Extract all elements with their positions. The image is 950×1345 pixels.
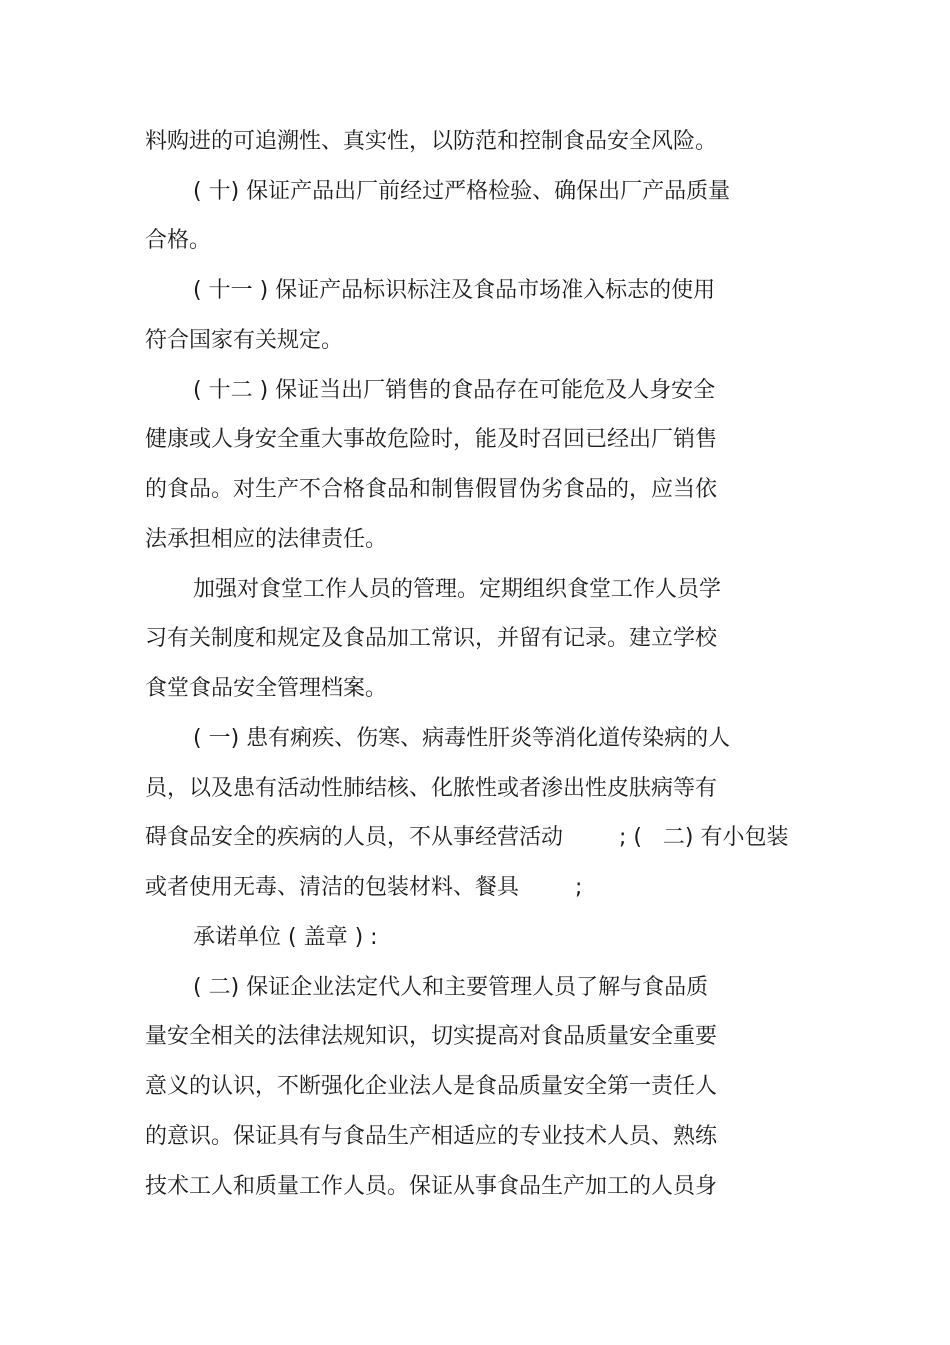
text-line: 健康或人身安全重大事故危险时，能及时召回已经出厂销售	[145, 427, 718, 452]
text-line: ( 二) 保证企业法定代人和主要管理人员了解与食品质	[193, 975, 709, 1000]
text-line: 法承担相应的法律责任。	[145, 527, 388, 552]
text-line: 碍食品安全的疾病的人员，不从事经营活动 ; ( 二) 有小包装	[145, 825, 789, 850]
text-line: 量安全相关的法律法规知识，切实提高对食品质量安全重要	[145, 1024, 718, 1049]
text-line: 合格。	[145, 228, 212, 253]
text-line: 或者使用无毒、清洁的包装材料、餐具 ;	[145, 875, 583, 900]
text-line: 食堂食品安全管理档案。	[145, 676, 388, 701]
text-line: 的食品。对生产不合格食品和制售假冒伪劣食品的，应当依	[145, 477, 718, 502]
text-line: 料购进的可追溯性、真实性，以防范和控制食品安全风险。	[145, 129, 718, 154]
text-line: ( 一) 患有痢疾、伤寒、病毒性肝炎等消化道传染病的人	[193, 726, 731, 751]
text-line: ( 十) 保证产品出厂前经过严格检验、确保出厂产品质量	[193, 179, 731, 204]
text-line: 的意识。保证具有与食品生产相适应的专业技术人员、熟练	[145, 1124, 718, 1149]
text-line: ( 十二 ) 保证当出厂销售的食品存在可能危及人身安全	[193, 378, 716, 403]
text-line: ( 十一 ) 保证产品标识标注及食品市场准入标志的使用	[193, 278, 716, 303]
text-line: 承诺单位 ( 盖章 ) :	[193, 925, 378, 950]
text-line: 加强对食堂工作人员的管理。定期组织食堂工作人员学	[193, 577, 722, 602]
text-line: 意义的认识，不断强化企业法人是食品质量安全第一责任人	[145, 1074, 718, 1099]
text-line: 技术工人和质量工作人员。保证从事食品生产加工的人员身	[145, 1174, 718, 1199]
text-line: 符合国家有关规定。	[145, 328, 344, 353]
text-line: 员，以及患有活动性肺结核、化脓性或者渗出性皮肤病等有	[145, 776, 718, 801]
text-line: 习有关制度和规定及食品加工常识，并留有记录。建立学校	[145, 626, 718, 651]
